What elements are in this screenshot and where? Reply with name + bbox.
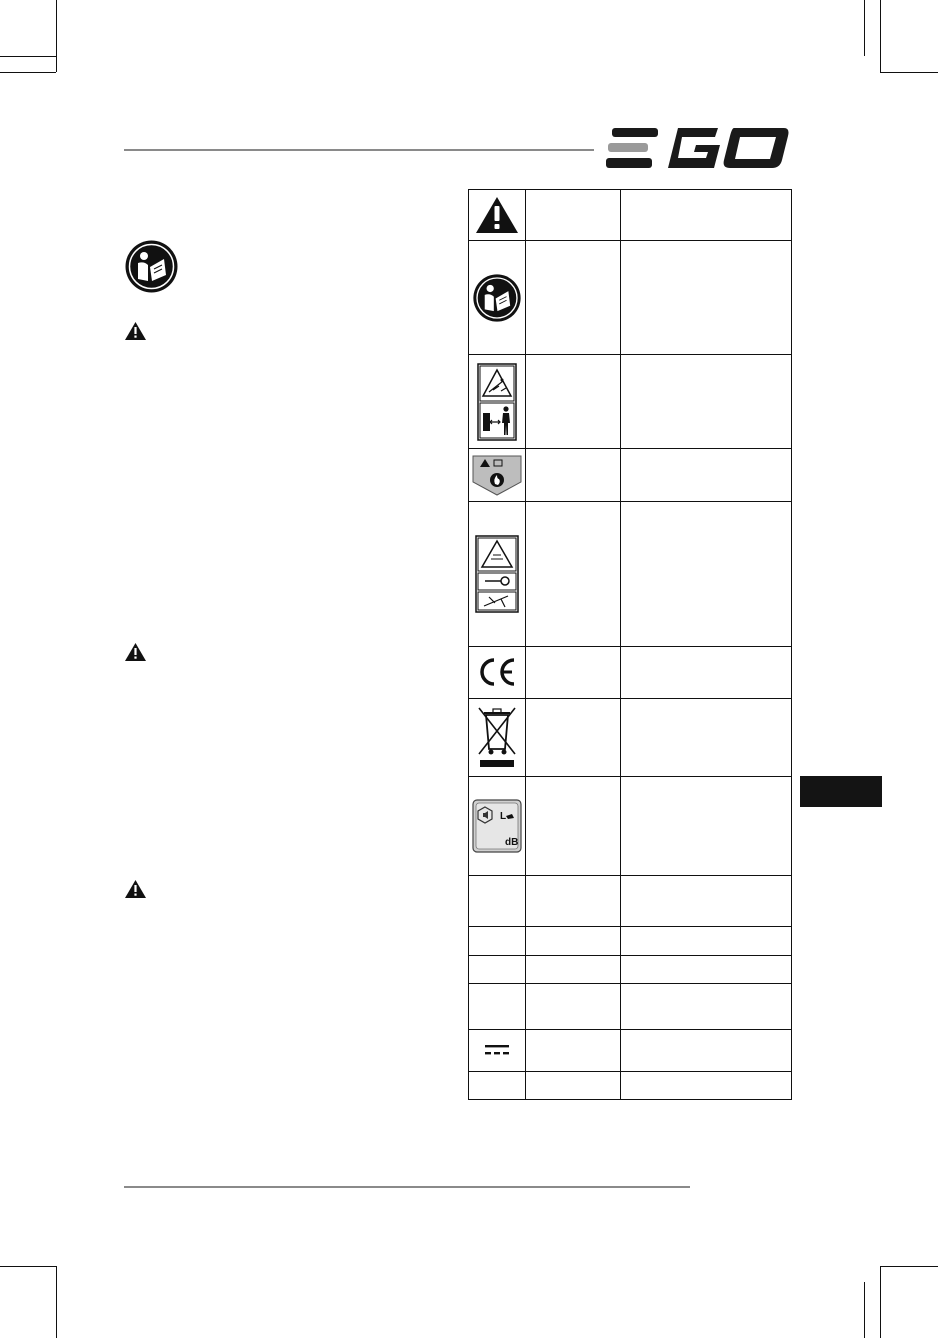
symbol-cell xyxy=(469,955,526,983)
weee-crossed-bin-icon xyxy=(476,705,518,769)
ce-mark-icon xyxy=(477,657,517,687)
symbol-cell xyxy=(469,875,526,926)
symbol-description xyxy=(621,983,792,1029)
symbol-description xyxy=(621,502,792,647)
remove-key-before-maintenance-icon xyxy=(475,535,519,613)
symbol-description xyxy=(621,1071,792,1099)
crop-mark xyxy=(0,56,56,57)
crop-mark xyxy=(880,72,938,73)
thrown-objects-bystanders-icon xyxy=(477,363,517,441)
table-row xyxy=(469,698,792,776)
symbol-description xyxy=(621,241,792,355)
table-row xyxy=(469,190,792,241)
symbol-name xyxy=(526,1071,621,1099)
warning-triangle-icon xyxy=(124,321,147,341)
read-manual-icon xyxy=(124,239,179,294)
symbols-table xyxy=(468,189,792,1100)
crop-mark xyxy=(880,0,881,72)
table-row xyxy=(469,776,792,875)
svg-text:L: L xyxy=(500,810,507,822)
direct-current-icon xyxy=(484,1043,510,1057)
table-row xyxy=(469,955,792,983)
symbol-description xyxy=(621,875,792,926)
table-row xyxy=(469,1071,792,1099)
crop-mark xyxy=(56,0,57,72)
symbol-cell xyxy=(469,355,526,449)
symbol-name xyxy=(526,983,621,1029)
table-row xyxy=(469,983,792,1029)
symbol-name xyxy=(526,698,621,776)
table-row xyxy=(469,502,792,647)
language-tab xyxy=(800,776,882,807)
warning-triangle-icon xyxy=(124,642,147,662)
symbol-cell xyxy=(469,1029,526,1071)
symbol-name xyxy=(526,190,621,241)
symbol-description xyxy=(621,190,792,241)
crop-mark xyxy=(880,1266,881,1338)
symbol-name xyxy=(526,1029,621,1071)
crop-mark xyxy=(56,1266,57,1338)
crop-mark xyxy=(0,1266,56,1267)
symbol-description xyxy=(621,926,792,955)
crop-mark xyxy=(0,72,56,73)
table-row xyxy=(469,355,792,449)
table-row xyxy=(469,926,792,955)
table-row xyxy=(469,1029,792,1071)
symbol-cell xyxy=(469,1071,526,1099)
symbol-cell xyxy=(469,983,526,1029)
svg-text:dB: dB xyxy=(505,836,519,848)
table-row xyxy=(469,449,792,502)
sound-power-level-icon xyxy=(472,799,522,853)
crop-mark xyxy=(864,0,865,56)
table-row xyxy=(469,647,792,698)
ego-logo xyxy=(606,126,790,170)
symbol-name xyxy=(526,647,621,698)
symbol-name xyxy=(526,449,621,502)
symbol-name xyxy=(526,241,621,355)
symbol-name xyxy=(526,955,621,983)
header-rule xyxy=(124,149,594,151)
symbol-name xyxy=(526,355,621,449)
symbol-description xyxy=(621,698,792,776)
crop-mark xyxy=(880,1266,938,1267)
symbol-description xyxy=(621,355,792,449)
symbol-name xyxy=(526,776,621,875)
symbol-description xyxy=(621,647,792,698)
symbol-name xyxy=(526,926,621,955)
crop-mark xyxy=(864,1282,865,1338)
symbol-cell xyxy=(469,241,526,355)
footer-rule xyxy=(124,1186,690,1188)
symbol-cell xyxy=(469,698,526,776)
symbol-cell xyxy=(469,647,526,698)
symbol-name xyxy=(526,875,621,926)
symbol-description xyxy=(621,776,792,875)
table-row xyxy=(469,241,792,355)
symbol-cell xyxy=(469,926,526,955)
symbol-cell xyxy=(469,502,526,647)
symbol-description xyxy=(621,1029,792,1071)
battery-fire-label-icon xyxy=(472,454,522,496)
symbol-cell xyxy=(469,190,526,241)
symbol-description xyxy=(621,449,792,502)
symbol-cell xyxy=(469,776,526,875)
symbol-description xyxy=(621,955,792,983)
table-row xyxy=(469,875,792,926)
safety-alert-icon xyxy=(475,196,519,234)
read-manual-icon xyxy=(472,273,522,323)
warning-triangle-icon xyxy=(124,879,147,899)
symbol-name xyxy=(526,502,621,647)
symbol-cell xyxy=(469,449,526,502)
